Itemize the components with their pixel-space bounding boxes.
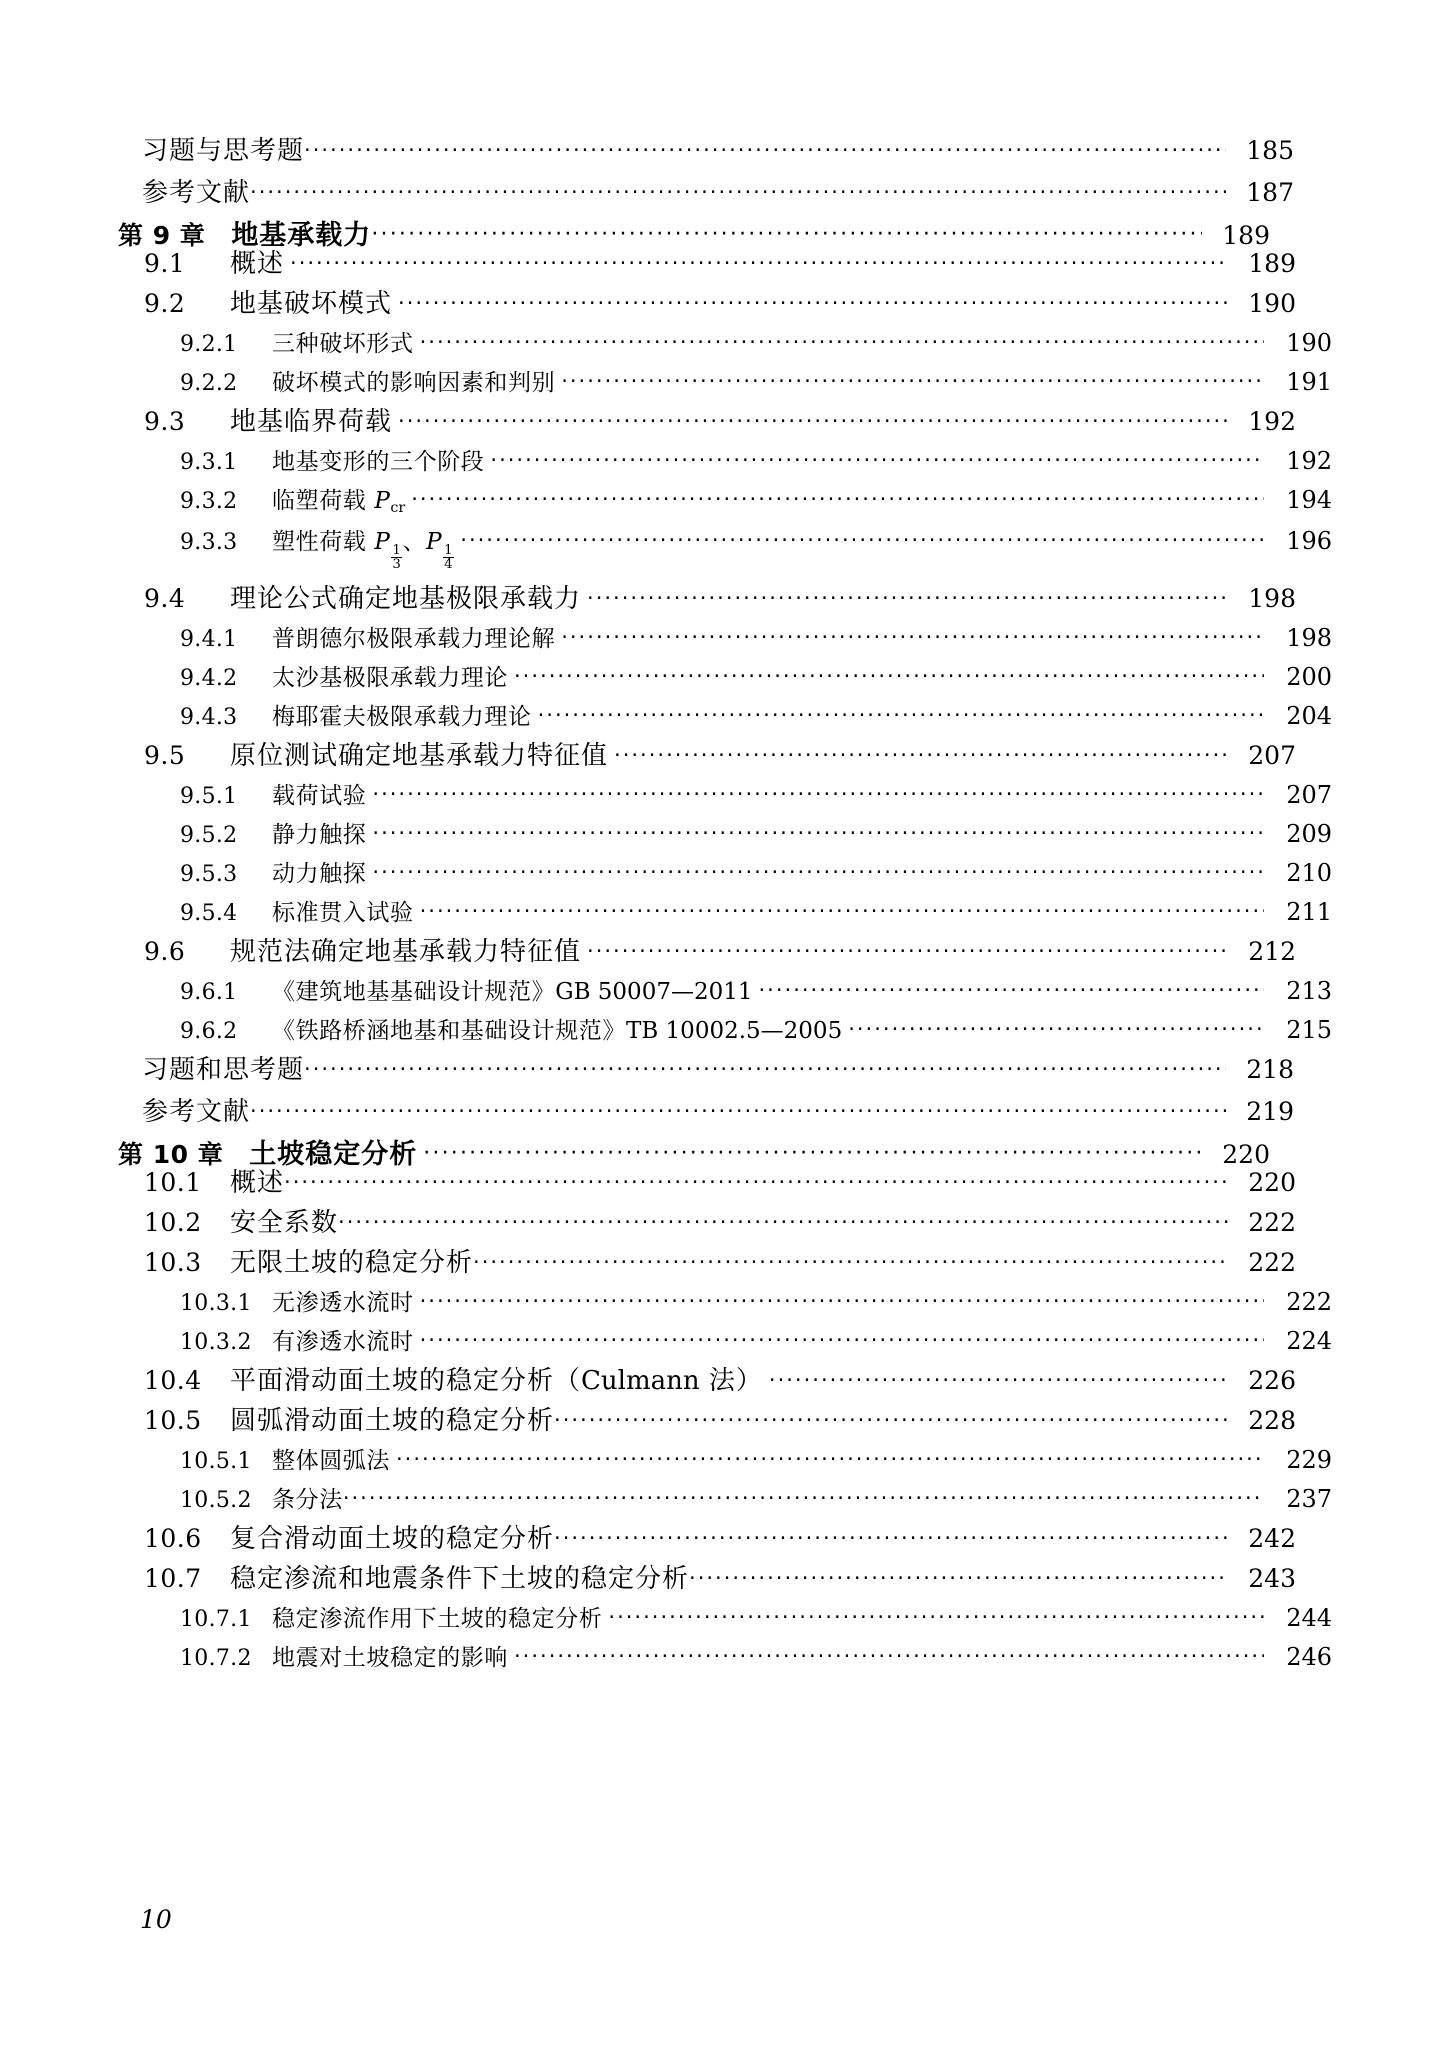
toc-dot-leader — [250, 185, 1226, 201]
toc-entry-page-number: 185 — [1246, 136, 1294, 165]
toc-dot-leader — [371, 228, 1202, 244]
toc-entry-page-number: 192 — [1248, 407, 1296, 436]
toc-entry[interactable] — [118, 331, 1332, 356]
toc-entry-page-number: 215 — [1286, 1015, 1332, 1044]
toc-dot-leader — [554, 1413, 1228, 1429]
toc-dot-leader — [554, 1531, 1228, 1547]
toc-entry[interactable] — [118, 449, 1332, 474]
toc-entry-number: 第 10 章 — [118, 1139, 224, 1169]
toc-entry[interactable] — [118, 488, 1332, 515]
toc-entry-title: 动力触探 — [272, 860, 367, 887]
toc-dot-leader — [420, 335, 1264, 351]
toc-entry-title: 标准贯入试验 — [272, 899, 414, 926]
toc-entry-page-number: 196 — [1286, 527, 1332, 556]
toc-entry-page-number: 243 — [1248, 1563, 1296, 1593]
toc-entry-title: 概述 — [230, 1167, 285, 1198]
toc-entry[interactable] — [118, 1563, 1296, 1594]
toc-entry-number: 9.6 — [144, 936, 186, 966]
toc-entry[interactable] — [118, 529, 1332, 571]
toc-entry-title: 复合滑动面土坡的稳定分析 — [230, 1523, 555, 1554]
toc-entry-label — [142, 1054, 305, 1085]
toc-entry-label — [144, 251, 284, 277]
toc-entry[interactable] — [118, 623, 1332, 652]
toc-dot-leader — [398, 296, 1228, 312]
toc-dot-leader — [284, 1175, 1228, 1191]
toc-entry[interactable] — [118, 936, 1296, 967]
toc-entry-number: 9.5.2 — [180, 822, 238, 848]
toc-entry-page-number: 187 — [1246, 178, 1294, 207]
toc-entry-label — [180, 372, 555, 395]
toc-entry-label — [118, 1138, 418, 1170]
toc-entry-number: 10.3.1 — [180, 1290, 252, 1316]
toc-dot-leader — [304, 143, 1226, 159]
toc-entry[interactable] — [118, 222, 1270, 249]
toc-entry-number: 10.3.2 — [180, 1329, 252, 1355]
toc-entry[interactable] — [118, 1096, 1294, 1127]
toc-entry-title: 原位测试确定地基承载力特征值 — [230, 740, 609, 771]
toc-dot-leader — [290, 256, 1228, 272]
toc-dot-leader — [460, 533, 1264, 549]
toc-entry-label — [144, 291, 392, 317]
toc-dot-leader — [848, 1022, 1264, 1038]
toc-entry-label — [180, 899, 414, 926]
toc-entry-title: 地基承载力 — [231, 220, 372, 251]
toc-entry-label — [180, 664, 508, 691]
toc-entry-number: 10.4 — [144, 1365, 202, 1395]
toc-dot-leader — [561, 374, 1264, 390]
toc-entry-page-number: 242 — [1248, 1523, 1296, 1553]
toc-entry-label — [144, 1523, 555, 1554]
toc-entry-number: 9.4.3 — [180, 704, 238, 730]
toc-dot-leader — [614, 748, 1228, 764]
toc-entry[interactable] — [118, 976, 1332, 1005]
table-of-contents-list — [118, 136, 1332, 1684]
toc-entry-page-number: 207 — [1286, 780, 1332, 809]
toc-dot-leader — [372, 826, 1264, 842]
toc-dot-leader — [411, 492, 1264, 508]
toc-entry[interactable] — [118, 1287, 1332, 1316]
toc-dot-leader — [420, 1333, 1264, 1349]
toc-dot-leader — [398, 414, 1228, 430]
toc-entry-page-number: 190 — [1248, 289, 1296, 318]
toc-entry-title: 安全系数 — [230, 1207, 339, 1238]
toc-entry-title: 《铁路桥涵地基和基础设计规范》TB 10002.5—2005 — [272, 1017, 843, 1044]
toc-entry-label — [180, 821, 367, 848]
toc-entry-title: 整体圆弧法 — [272, 1447, 390, 1474]
toc-entry-title: 梅耶霍夫极限承载力理论 — [272, 703, 532, 730]
toc-entry[interactable] — [118, 1167, 1296, 1198]
toc-entry-number: 10.7.2 — [180, 1645, 252, 1671]
toc-entry[interactable] — [118, 1642, 1332, 1671]
toc-entry-number: 10.5.2 — [180, 1487, 252, 1513]
toc-dot-leader — [514, 1649, 1264, 1665]
toc-entry-page-number: 210 — [1286, 858, 1332, 887]
toc-entry-title: 有渗透水流时 — [272, 1328, 414, 1355]
toc-dot-leader — [514, 669, 1264, 685]
toc-entry-title: 圆弧滑动面土坡的稳定分析 — [230, 1405, 555, 1436]
toc-entry-number: 9.2.1 — [180, 332, 238, 357]
toc-entry-label — [180, 333, 414, 356]
toc-entry-label — [180, 1017, 843, 1044]
toc-dot-leader — [769, 1373, 1228, 1389]
toc-entry-number: 10.3 — [144, 1247, 202, 1277]
toc-entry-number: 9.6.2 — [180, 1018, 238, 1044]
toc-entry-page-number: 213 — [1286, 976, 1332, 1005]
toc-entry-number: 10.1 — [144, 1167, 202, 1197]
toc-entry-page-number: 198 — [1248, 583, 1296, 613]
toc-entry-label — [180, 1486, 343, 1513]
toc-entry-title: 理论公式确定地基极限承载力 — [230, 583, 582, 614]
toc-entry-page-number: 189 — [1248, 249, 1296, 278]
toc-entry-number: 9.3 — [144, 407, 186, 436]
toc-entry-number: 9.2 — [144, 289, 186, 318]
toc-entry[interactable] — [118, 858, 1332, 887]
toc-entry-page-number: 194 — [1286, 486, 1332, 514]
toc-entry-page-number: 190 — [1286, 329, 1332, 357]
toc-entry-number: 9.5 — [144, 740, 186, 770]
toc-dot-leader — [689, 1571, 1228, 1587]
toc-entry[interactable] — [118, 1247, 1296, 1278]
toc-entry-page-number: 218 — [1246, 1054, 1294, 1084]
toc-entry[interactable] — [118, 819, 1332, 848]
toc-dot-leader — [420, 904, 1264, 920]
toc-dot-leader — [759, 983, 1265, 999]
toc-entry-label — [180, 1644, 508, 1671]
toc-entry-number: 10.2 — [144, 1207, 202, 1237]
toc-dot-leader — [372, 787, 1264, 803]
toc-entry-label — [144, 1207, 339, 1238]
toc-entry-label — [144, 1365, 763, 1396]
toc-entry-number: 10.5.1 — [180, 1448, 252, 1474]
toc-entry[interactable] — [118, 780, 1332, 809]
toc-entry-page-number: 226 — [1248, 1365, 1296, 1395]
toc-entry-label — [144, 1247, 474, 1278]
toc-entry-number: 9.3.1 — [180, 450, 238, 475]
toc-dot-leader — [561, 630, 1264, 646]
toc-entry-page-number: 237 — [1286, 1484, 1332, 1513]
toc-entry-label — [144, 1563, 690, 1594]
toc-entry[interactable] — [118, 1138, 1270, 1170]
toc-dot-leader — [490, 453, 1264, 469]
toc-entry-title: 《建筑地基基础设计规范》GB 50007—2011 — [272, 978, 753, 1005]
toc-entry[interactable] — [118, 251, 1296, 277]
toc-entry-title: 三种破坏形式 — [272, 331, 414, 357]
toc-entry-label — [142, 138, 304, 164]
toc-entry-title: 参考文献 — [142, 178, 251, 208]
toc-dot-leader — [538, 708, 1264, 724]
toc-entry-number: 9.6.1 — [180, 979, 238, 1005]
toc-entry-label — [144, 409, 392, 435]
toc-entry-title: 参考文献 — [142, 1096, 251, 1127]
toc-entry-number: 9.3.3 — [180, 530, 238, 556]
toc-entry-page-number: 211 — [1286, 897, 1332, 926]
toc-entry-number: 9.1 — [144, 249, 186, 278]
toc-entry-label — [180, 490, 405, 515]
toc-entry-page-number: 207 — [1248, 740, 1296, 770]
toc-entry-label — [142, 1096, 251, 1127]
toc-entry-title: 稳定渗流和地震条件下土坡的稳定分析 — [230, 1563, 690, 1594]
toc-entry-page-number: 222 — [1286, 1287, 1332, 1316]
toc-entry-title: 临塑荷载 Pcr — [272, 488, 406, 516]
toc-entry-title: 无渗透水流时 — [272, 1289, 414, 1316]
toc-entry-page-number: 224 — [1286, 1326, 1332, 1355]
toc-entry-label — [180, 703, 532, 730]
toc-entry-title: 平面滑动面土坡的稳定分析（Culmann 法） — [230, 1365, 763, 1396]
toc-dot-leader — [250, 1104, 1226, 1120]
toc-entry-title: 普朗德尔极限承载力理论解 — [272, 625, 556, 652]
toc-entry-page-number: 244 — [1286, 1603, 1332, 1632]
toc-entry-label — [180, 1447, 390, 1474]
toc-entry-number: 10.7.1 — [180, 1606, 252, 1632]
toc-entry-page-number: 189 — [1222, 221, 1270, 250]
toc-entry-number: 9.2.2 — [180, 371, 238, 396]
toc-entry-number: 9.5.4 — [180, 900, 238, 926]
toc-entry-title: 载荷试验 — [272, 782, 367, 809]
toc-entry-title: 习题和思考题 — [142, 1054, 305, 1085]
toc-entry[interactable] — [118, 1603, 1332, 1632]
toc-entry-title: 塑性荷载 P $\frac{1}{3}$ 、P $\frac{1}{4}$ — [272, 529, 454, 573]
toc-entry[interactable] — [118, 1326, 1332, 1355]
toc-entry-number: 10.5 — [144, 1405, 202, 1435]
toc-entry-label — [180, 1328, 414, 1355]
toc-entry[interactable] — [118, 1523, 1296, 1554]
toc-entry-label — [180, 531, 454, 571]
toc-entry-label — [142, 180, 250, 206]
toc-entry-label — [180, 782, 367, 809]
toc-entry-label — [180, 978, 753, 1005]
toc-entry-number: 9.3.2 — [180, 489, 238, 514]
toc-entry[interactable] — [118, 370, 1332, 395]
toc-dot-leader — [343, 1491, 1264, 1507]
toc-dot-leader — [372, 865, 1264, 881]
toc-entry-title: 地基临界荷载 — [230, 407, 393, 437]
toc-entry-label — [144, 1167, 285, 1198]
toc-entry[interactable] — [118, 662, 1332, 691]
toc-entry[interactable] — [118, 1054, 1294, 1085]
toc-entry[interactable] — [118, 740, 1296, 771]
toc-entry[interactable] — [118, 701, 1332, 730]
toc-entry-page-number: 192 — [1286, 447, 1332, 475]
toc-entry-label — [180, 1605, 603, 1632]
toc-dot-leader — [587, 591, 1228, 607]
toc-entry-title: 地震对土坡稳定的影响 — [272, 1644, 508, 1671]
toc-entry-label — [144, 583, 582, 614]
toc-entry[interactable] — [118, 1207, 1296, 1238]
toc-entry-page-number: 229 — [1286, 1445, 1332, 1474]
toc-dot-leader — [587, 944, 1228, 960]
toc-entry-label — [180, 625, 556, 652]
toc-entry-label — [180, 1289, 414, 1316]
toc-entry[interactable] — [118, 583, 1296, 614]
toc-entry-title: 破坏模式的影响因素和判别 — [272, 370, 556, 396]
toc-entry-page-number: 222 — [1248, 1247, 1296, 1277]
toc-entry-title: 稳定渗流作用下土坡的稳定分析 — [272, 1605, 603, 1632]
toc-entry-title: 无限土坡的稳定分析 — [230, 1247, 474, 1278]
toc-entry-number: 9.4.1 — [180, 626, 238, 652]
toc-entry-title: 土坡稳定分析 — [249, 1138, 418, 1170]
toc-entry[interactable] — [118, 897, 1332, 926]
toc-entry-page-number: 220 — [1222, 1139, 1270, 1169]
toc-entry-page-number: 246 — [1286, 1642, 1332, 1671]
toc-entry-number: 9.4 — [144, 583, 186, 613]
toc-entry-title: 条分法 — [272, 1486, 343, 1513]
toc-entry-title: 地基破坏模式 — [230, 289, 393, 319]
toc-entry[interactable] — [118, 1015, 1332, 1044]
toc-dot-leader — [396, 1452, 1264, 1468]
toc-entry[interactable] — [118, 1484, 1332, 1513]
toc-entry[interactable] — [118, 291, 1296, 317]
toc-entry[interactable] — [118, 1445, 1332, 1474]
toc-entry-number: 9.5.1 — [180, 783, 238, 809]
toc-entry-page-number: 222 — [1248, 1207, 1296, 1237]
toc-entry-title: 地基变形的三个阶段 — [272, 449, 485, 475]
toc-dot-leader — [420, 1294, 1264, 1310]
toc-entry[interactable] — [118, 1365, 1296, 1396]
toc-dot-leader — [608, 1610, 1264, 1626]
page-folio-number: 10 — [140, 1905, 172, 1934]
toc-entry-number: 第 9 章 — [118, 221, 206, 250]
toc-dot-leader — [473, 1255, 1228, 1271]
toc-dot-leader — [304, 1062, 1226, 1078]
toc-entry-number: 9.4.2 — [180, 665, 238, 691]
toc-entry-label — [180, 451, 484, 474]
toc-entry-title: 概述 — [230, 249, 285, 279]
toc-entry[interactable] — [118, 409, 1296, 435]
toc-dot-leader — [338, 1215, 1228, 1231]
toc-entry-page-number: 228 — [1248, 1405, 1296, 1435]
toc-entry-number: 10.7 — [144, 1563, 202, 1593]
toc-entry-page-number: 200 — [1286, 662, 1332, 691]
toc-entry-title: 习题与思考题 — [142, 136, 305, 166]
toc-dot-leader — [423, 1147, 1202, 1163]
toc-entry-title: 静力触探 — [272, 821, 367, 848]
toc-entry-page-number: 212 — [1248, 936, 1296, 966]
toc-entry-page-number: 209 — [1286, 819, 1332, 848]
toc-entry-number: 10.6 — [144, 1523, 202, 1553]
toc-entry-label — [144, 740, 609, 771]
toc-entry-label — [180, 860, 367, 887]
toc-entry[interactable] — [118, 138, 1294, 164]
toc-entry-page-number: 220 — [1248, 1167, 1296, 1197]
toc-entry-label — [144, 1405, 555, 1436]
toc-entry-page-number: 204 — [1286, 701, 1332, 730]
toc-entry-page-number: 198 — [1286, 623, 1332, 652]
toc-entry-page-number: 191 — [1286, 368, 1332, 396]
toc-entry-title: 规范法确定地基承载力特征值 — [230, 936, 582, 967]
toc-entry-page-number: 219 — [1246, 1096, 1294, 1126]
toc-entry-label — [144, 936, 582, 967]
toc-entry[interactable] — [118, 180, 1294, 206]
toc-entry[interactable] — [118, 1405, 1296, 1436]
toc-entry-number: 9.5.3 — [180, 861, 238, 887]
toc-entry-label — [118, 222, 371, 249]
toc-entry-title: 太沙基极限承载力理论 — [272, 664, 508, 691]
